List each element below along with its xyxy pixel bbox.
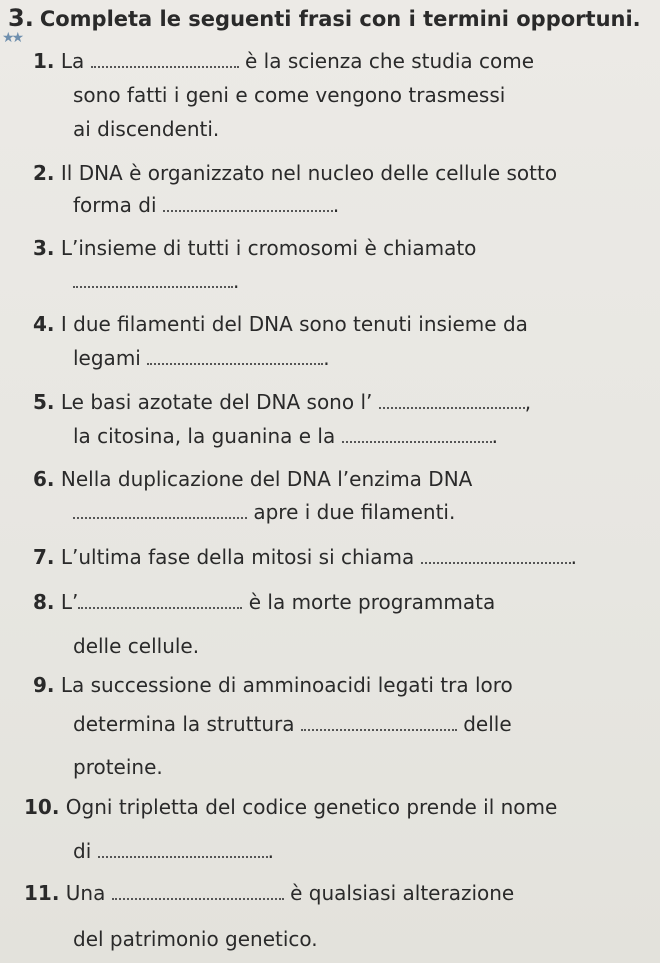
q2-line-2 <box>73 192 339 218</box>
q9-blank[interactable] <box>301 715 457 731</box>
q7-blank[interactable] <box>421 548 571 564</box>
q8-text-a: L’ <box>60 590 79 614</box>
q5-text-c: la citosina, la guanina e la <box>73 424 336 448</box>
q1-text-a: La <box>60 49 85 73</box>
q5-number: 5. <box>33 390 55 414</box>
q3-text-a: L’insieme di tutti i cromosomi è chiamato <box>60 236 477 260</box>
q3-line-1 <box>33 235 476 261</box>
q10-text-a: Ogni tripletta del codice genetico prende il nome <box>65 795 558 819</box>
q2-text-b: forma di <box>73 193 157 217</box>
q11-line-2: del patrimonio genetico. <box>73 927 318 951</box>
q8-line-1 <box>33 589 495 615</box>
q3-line-2 <box>73 268 239 294</box>
q6-line-2 <box>73 499 455 525</box>
q11-blank[interactable] <box>112 884 284 900</box>
q4-number: 4. <box>33 312 55 336</box>
q4-text-a: I due filamenti del DNA sono tenuti insieme da <box>60 312 528 336</box>
q9-text-a: La successione di amminoacidi legati tra loro <box>60 673 513 697</box>
q7-number: 7. <box>33 545 55 569</box>
q7-text-a: L’ultima fase della mitosi si chiama <box>60 545 415 569</box>
q9-line-1 <box>33 672 513 698</box>
q10-text-c: . <box>267 839 274 863</box>
q3-blank[interactable] <box>73 272 233 288</box>
q9-line-2 <box>73 711 512 737</box>
q11-text-b: è qualsiasi alterazione <box>290 881 515 905</box>
q5-line-1 <box>33 389 531 415</box>
q9-number: 9. <box>33 673 55 697</box>
q1-blank[interactable] <box>91 52 239 68</box>
q9-text-c: delle <box>463 712 512 736</box>
q10-line-1 <box>24 794 557 820</box>
q2-text-a: Il DNA è organizzato nel nucleo delle cellule sotto <box>60 161 558 185</box>
q2-text-c: . <box>332 193 340 217</box>
q2-blank[interactable] <box>163 196 333 212</box>
q3-text-b: . <box>233 269 240 293</box>
q4-line-2 <box>73 345 330 371</box>
q5-blank-1[interactable] <box>379 393 525 409</box>
q5-line-2 <box>73 423 498 449</box>
q6-number: 6. <box>33 467 55 491</box>
q2-number: 2. <box>33 161 55 185</box>
q4-line-1 <box>33 311 528 337</box>
q7-text-b: . <box>570 545 577 569</box>
q10-number: 10. <box>24 795 60 819</box>
q1-line-2: sono fatti i geni e come vengono trasmessi <box>73 83 506 107</box>
exercise-header <box>8 4 652 32</box>
q1-text-b: è la scienza che studia come <box>245 49 535 73</box>
q6-text-b: apre i due filamenti. <box>253 500 456 524</box>
q4-text-c: . <box>323 346 330 370</box>
exercise-number: 3. <box>8 4 34 32</box>
q6-line-1 <box>33 466 472 492</box>
q5-blank-2[interactable] <box>342 427 492 443</box>
q4-text-b: legami <box>73 346 141 370</box>
q8-line-2: delle cellule. <box>73 634 200 658</box>
q1-line-1 <box>33 48 534 74</box>
q2-line-1 <box>33 160 557 186</box>
q10-text-b: di <box>73 839 92 863</box>
q3-number: 3. <box>33 236 55 260</box>
q10-blank[interactable] <box>98 842 268 858</box>
q11-text-a: Una <box>65 881 106 905</box>
exercise-title: Completa le seguenti frasi con i termini opportuni. <box>39 7 641 31</box>
q7-line-1 <box>33 544 577 570</box>
q6-blank[interactable] <box>73 503 247 519</box>
q4-blank[interactable] <box>147 349 323 365</box>
q8-blank[interactable] <box>78 593 242 609</box>
difficulty-stars-icon: ★★ <box>2 30 22 46</box>
q5-text-b: , <box>524 390 532 414</box>
q11-number: 11. <box>24 881 60 905</box>
q6-text-a: Nella duplicazione del DNA l’enzima DNA <box>60 467 473 491</box>
q11-line-1 <box>24 880 514 906</box>
q9-line-3: proteine. <box>73 755 163 779</box>
q5-text-d: . <box>491 424 498 448</box>
q8-number: 8. <box>33 590 55 614</box>
q5-text-a: Le basi azotate del DNA sono l’ <box>60 390 373 414</box>
q9-text-b: determina la struttura <box>73 712 295 736</box>
q1-number: 1. <box>33 49 55 73</box>
q10-line-2 <box>73 838 274 864</box>
q1-line-3: ai discendenti. <box>73 117 220 141</box>
q8-text-b: è la morte programmata <box>248 590 496 614</box>
